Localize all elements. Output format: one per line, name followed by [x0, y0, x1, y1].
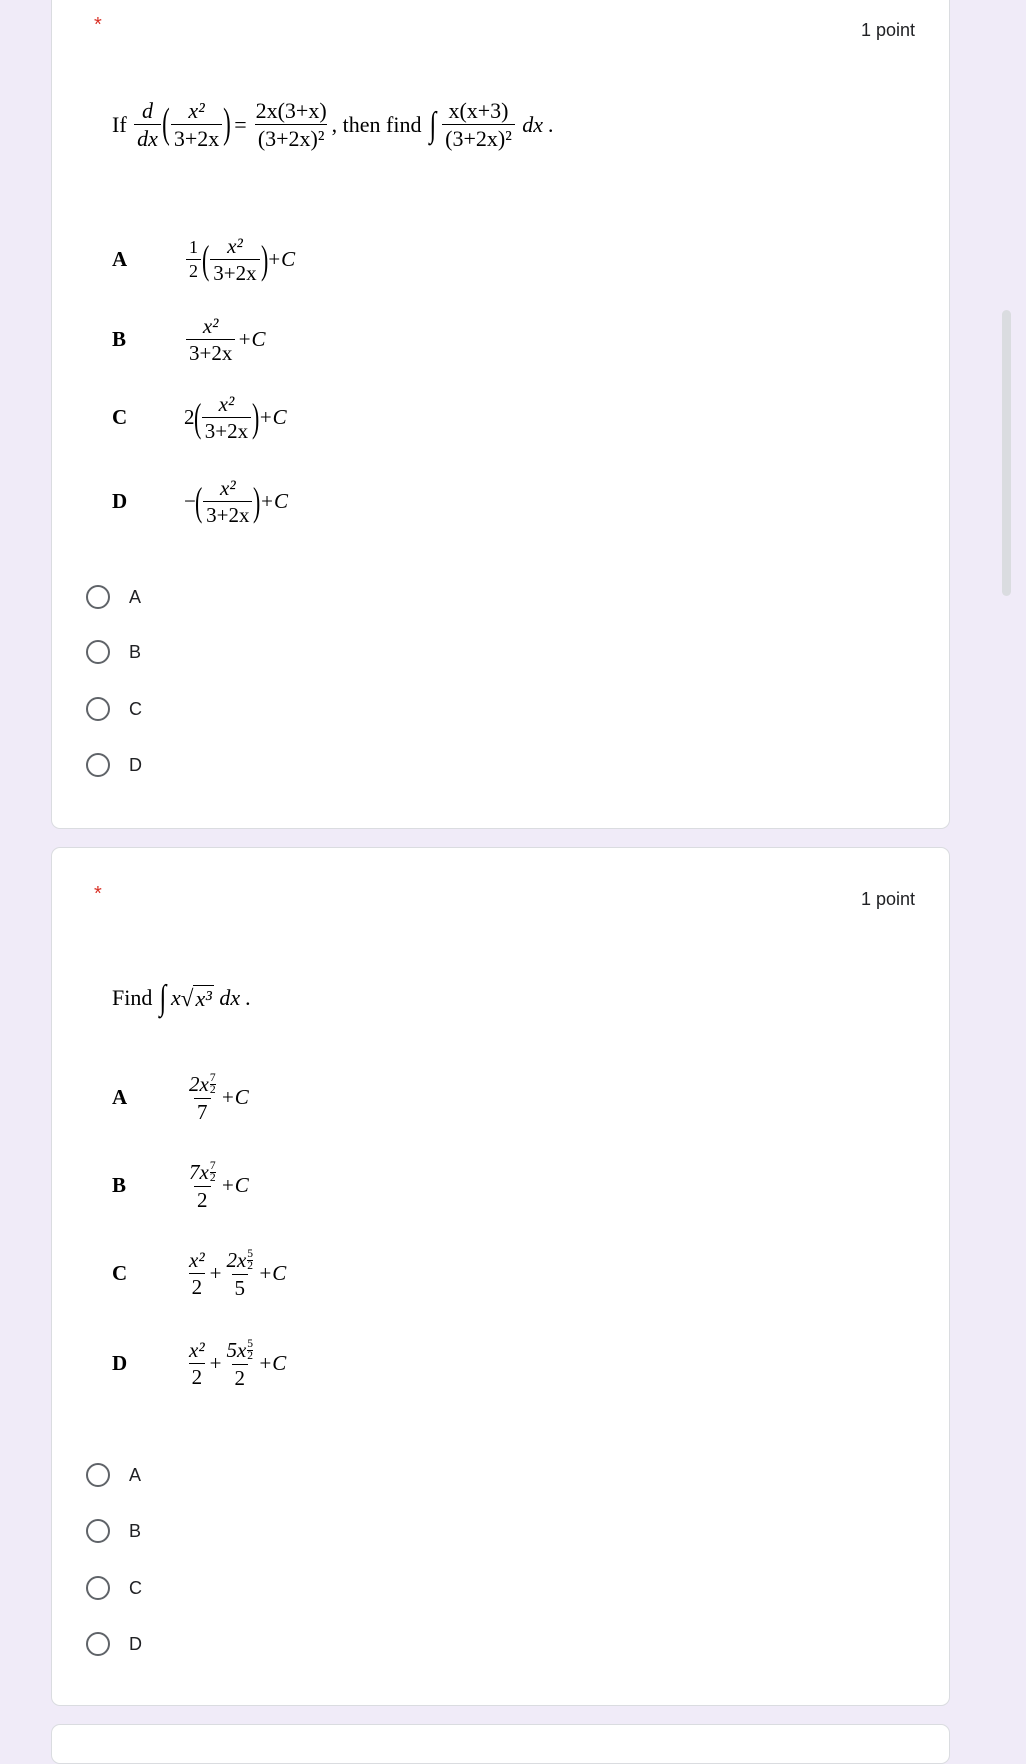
exp-num: 5 [247, 1337, 254, 1350]
option-c [112, 1248, 286, 1300]
radio-label: A [129, 1464, 142, 1485]
option-base: 7x [189, 1160, 209, 1184]
option-letter: A [112, 247, 128, 272]
exp-den: 2 [209, 1084, 216, 1097]
exp-num: 7 [209, 1071, 216, 1084]
exp-den: 2 [247, 1350, 254, 1363]
points-label: 1 point [860, 20, 915, 40]
option-d [112, 1338, 286, 1390]
option-letter: C [112, 1261, 128, 1286]
radio-button[interactable] [86, 640, 110, 664]
option-coef: − [184, 489, 196, 514]
stem-num2: 2x(3+x) [255, 98, 327, 123]
term1-den: 2 [189, 1363, 206, 1389]
radio-button[interactable] [86, 753, 110, 777]
radio-choice-c[interactable] [86, 1573, 142, 1603]
stem-eq: = [234, 111, 247, 137]
exp-den: 2 [247, 1260, 254, 1273]
option-base: 2x [226, 1248, 247, 1272]
option-den: 3+2x [210, 259, 259, 285]
exp-den: 2 [209, 1172, 216, 1185]
stem-tail: dx . [522, 111, 555, 137]
integral-sign: ∫ [428, 104, 436, 144]
radio-button[interactable] [86, 585, 110, 609]
option-d: D − ( $\frac{\text{x²}}{3+2x}$ ) +C [112, 476, 288, 528]
option-num: x² [220, 476, 236, 500]
radio-button[interactable] [86, 1576, 110, 1600]
stem-x2: x² [188, 98, 205, 123]
option-den: 5 [232, 1274, 249, 1300]
option-letter: A [112, 1085, 128, 1110]
term1-num: x² [189, 1248, 205, 1273]
question-card-3-edge [51, 1724, 950, 1764]
radio-button[interactable] [86, 1632, 110, 1656]
option-num: x² [202, 314, 219, 338]
question-card-1 [51, 0, 950, 829]
integral-sign: ∫ [159, 978, 167, 1017]
radio-choice-b[interactable] [86, 1516, 141, 1546]
option-letter: B [112, 1173, 127, 1198]
radio-choice-a[interactable] [86, 582, 141, 612]
exp-num: 7 [209, 1159, 216, 1172]
option-c: C 2 ( $\frac{\text{x²}}{3+2x}$ ) +C [112, 392, 287, 444]
question-card-2 [51, 847, 950, 1706]
option-letter: D [112, 1351, 128, 1376]
option-coef: 2 [184, 405, 195, 430]
radio-label: D [129, 1633, 142, 1654]
option-den: 3+2x [203, 501, 252, 527]
option-base: 2x [189, 1072, 209, 1096]
sqrt: √ x³ [180, 984, 212, 1011]
exp-num: 5 [247, 1247, 254, 1260]
option-tail: +C [237, 327, 266, 352]
stem-d: d [142, 98, 154, 123]
plus-sign: + [209, 1351, 222, 1376]
option-base: 5x [226, 1338, 247, 1362]
option-num: x² [218, 392, 235, 416]
radio-label: C [129, 698, 142, 719]
option-a: A $\frac{1}{2}$ ( $\frac{\text{x²}}{3+2x}$ ) +C [112, 234, 296, 286]
radio-choice-a[interactable] [86, 1460, 141, 1490]
radio-choice-d[interactable] [86, 750, 142, 780]
option-tail: +C [258, 405, 287, 430]
radio-button[interactable] [86, 697, 110, 721]
coef-num: 1 [189, 237, 198, 258]
radio-button[interactable] [86, 1519, 110, 1543]
plus-sign: + [209, 1261, 222, 1286]
option-num: x² [227, 234, 243, 258]
option-b [112, 1160, 249, 1212]
points-label: 1 point [860, 889, 915, 909]
option-tail: +C [266, 247, 296, 272]
question-stem [112, 978, 251, 1018]
coef-den: 2 [186, 259, 201, 282]
required-asterisk: * [94, 883, 102, 905]
term1-den: 2 [189, 1273, 206, 1299]
radio-label: B [129, 1520, 142, 1541]
radio-choice-d[interactable] [86, 1629, 142, 1659]
radio-label: A [129, 586, 142, 607]
option-a [112, 1072, 249, 1124]
stem-den1: 3+2x [171, 124, 222, 151]
option-tail: +C [258, 1351, 287, 1376]
stem-then-find: , then find [331, 111, 422, 137]
radio-label: D [129, 754, 142, 775]
scrollbar-thumb[interactable] [1002, 310, 1011, 596]
option-den: 3+2x [202, 417, 251, 443]
stem-radicand: x³ [195, 985, 212, 1011]
option-letter: D [112, 489, 128, 514]
stem-num3: x(x+3) [448, 98, 509, 123]
option-letter: C [112, 405, 128, 430]
radio-label: C [129, 1577, 142, 1598]
option-den: 2 [194, 1186, 211, 1212]
option-den: 3+2x [186, 339, 235, 365]
stem-x: x [171, 985, 181, 1010]
term1-num: x² [189, 1338, 205, 1363]
radio-choice-c[interactable] [86, 694, 142, 724]
stem-den3: (3+2x)² [442, 124, 515, 151]
stem-den2: (3+2x)² [255, 124, 328, 151]
option-tail: +C [258, 1261, 287, 1286]
option-tail: +C [220, 1173, 249, 1198]
required-asterisk: * [94, 14, 102, 36]
stem-tail: dx . [219, 985, 252, 1010]
radio-label: B [129, 641, 142, 662]
stem-if: If [112, 111, 127, 137]
option-den: 2 [232, 1364, 249, 1390]
question-stem: If $\frac{d}{dx}$ ( $\frac{\text{x²}}{3+2x}$ ) = $\frac{2x(3+x)}{\text{(3+2x)²}}$ , then find ∫ $\frac{x(x+3)}{\text{(3+2x)²}}$ dx . [112, 98, 555, 152]
option-tail: +C [259, 489, 288, 514]
stem-dx: dx [134, 124, 161, 151]
option-b [112, 314, 266, 365]
stem-find: Find [112, 985, 153, 1010]
option-letter: B [112, 327, 127, 352]
radio-choice-b[interactable] [86, 637, 141, 667]
option-tail: +C [220, 1085, 249, 1110]
radio-button[interactable] [86, 1463, 110, 1487]
option-den: 7 [194, 1098, 211, 1124]
